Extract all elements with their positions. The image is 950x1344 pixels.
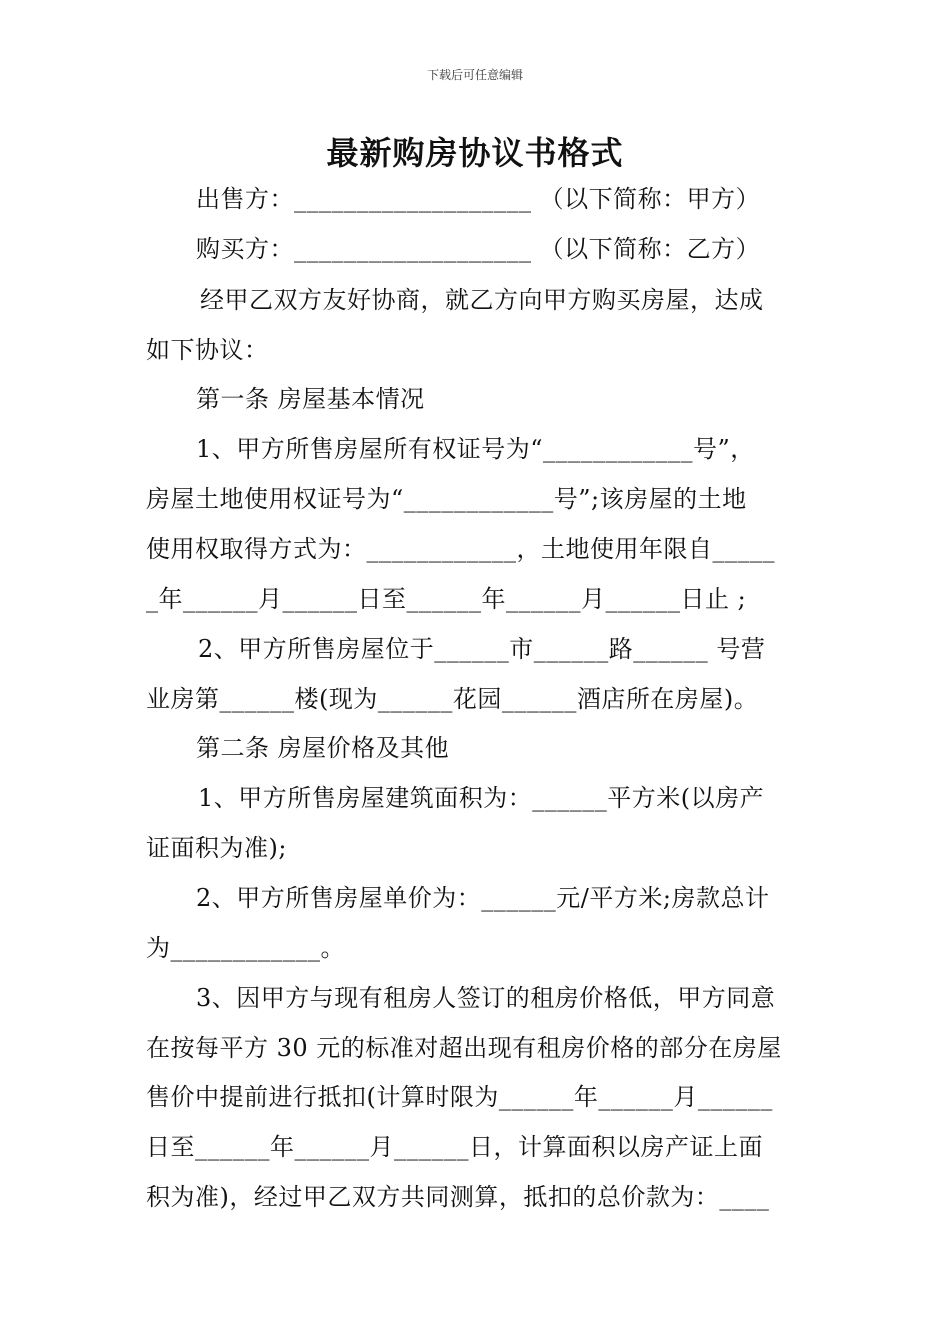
article-1-item-1-line-2: 房屋土地使用权证号为“____________号”;该房屋的土地 xyxy=(146,485,747,513)
document-title: 最新购房协议书格式 xyxy=(326,134,624,172)
article-2-item-3-line-1: 3、因甲方与现有租房人签订的租房价格低，甲方同意 xyxy=(196,984,776,1012)
article-2-item-2-line-2: 为____________。 xyxy=(146,934,345,962)
intro-paragraph-line-1: 经甲乙双方友好协商，就乙方向甲方购买房屋，达成 xyxy=(200,286,764,314)
buyer-line: 购买方：___________________ （以下简称：乙方） xyxy=(196,235,761,263)
article-1-item-2-line-2: 业房第______楼(现为______花园______酒店所在房屋)。 xyxy=(146,685,759,713)
article-1-heading: 第一条 房屋基本情况 xyxy=(196,385,425,413)
seller-line: 出售方：___________________ （以下简称：甲方） xyxy=(196,185,761,213)
intro-paragraph-line-2: 如下协议： xyxy=(146,336,269,364)
article-2-item-2-line-1: 2、甲方所售房屋单价为：______元/平方米;房款总计 xyxy=(196,884,770,912)
article-2-item-3-line-2: 在按每平方 30 元的标准对超出现有租房价格的部分在房屋 xyxy=(146,1034,782,1062)
article-1-item-1-line-1: 1、甲方所售房屋所有权证号为“____________号”， xyxy=(196,435,755,463)
article-2-item-1-line-1: 1、甲方所售房屋建筑面积为：______平方米(以房产 xyxy=(198,784,765,812)
article-2-item-3-line-5: 积为准)，经过甲乙双方共同测算，抵扣的总价款为：____ xyxy=(146,1183,770,1211)
article-2-item-3-line-4: 日至______年______月______日，计算面积以房产证上面 xyxy=(146,1133,763,1161)
article-2-heading: 第二条 房屋价格及其他 xyxy=(196,734,450,762)
header-note: 下载后可任意编辑 xyxy=(426,68,523,82)
article-1-item-1-line-3: 使用权取得方式为：____________，土地使用年限自_____ xyxy=(146,535,775,563)
article-1-item-2-line-1: 2、甲方所售房屋位于______市______路______ 号营 xyxy=(198,635,766,663)
article-1-item-1-line-4: _年______月______日至______年______月______日止 ; xyxy=(146,585,747,613)
article-2-item-3-line-3: 售价中提前进行抵扣(计算时限为______年______月______ xyxy=(146,1083,773,1111)
article-2-item-1-line-2: 证面积为准); xyxy=(146,834,287,862)
